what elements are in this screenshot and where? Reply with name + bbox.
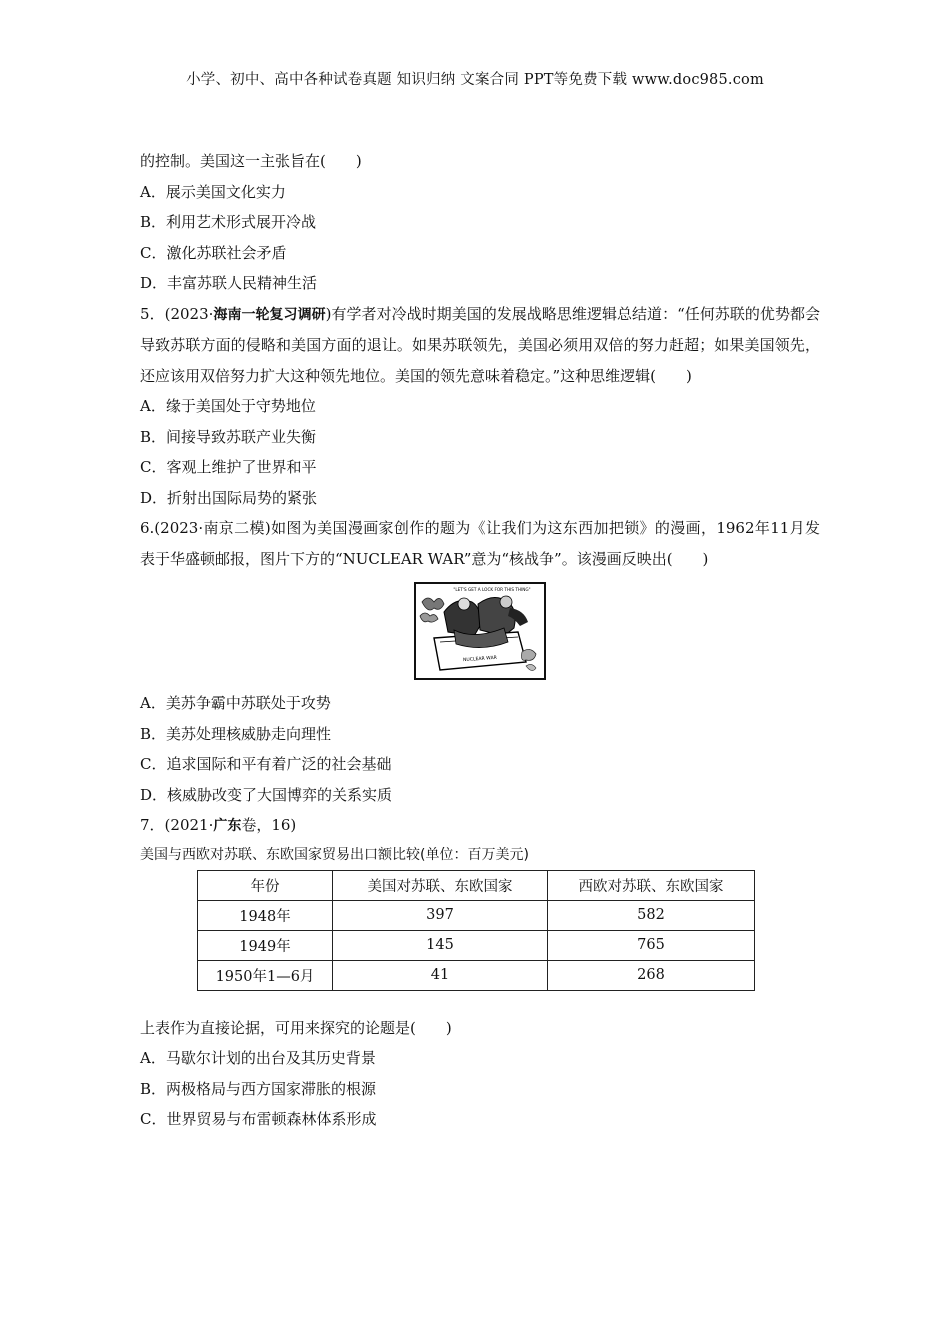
q6-option-c: C．追求国际和平有着广泛的社会基础 (140, 755, 392, 773)
table-row (198, 930, 755, 960)
table-cell: 765 (548, 930, 755, 960)
q7-source: 广东 (213, 818, 242, 834)
q5-option-a: A．缘于美国处于守势地位 (140, 397, 316, 415)
trade-table-title: 美国与西欧对苏联、东欧国家贸易出口额比较(单位：百万美元) (140, 846, 529, 863)
table-cell: 41 (333, 960, 548, 990)
q5-stem-text: )有学者对冷战时期美国的发展战略思维逻辑总结道：“任何苏联的优势都会导致苏联方面的侵略和美国方面的退让。如果苏联领先，美国必须用双倍的努力赶超；如果美国领先，还应该用双倍努力扩大这种领先地位。美国的领先意味着稳定。”这种思维逻辑( ) (140, 304, 820, 385)
q5-number: 5．(2023· (140, 304, 214, 323)
q6-option-d: D．核威胁改变了大国博弈的关系实质 (140, 785, 393, 804)
cartoon-figure (140, 582, 820, 682)
q7-number: 7．(2021· (140, 816, 214, 834)
table-cell: 1950年1—6月 (198, 960, 333, 990)
exam-content (140, 146, 820, 1135)
q5-stem (140, 299, 820, 392)
q4-option-a: A．展示美国文化实力 (140, 182, 286, 201)
table-cell: 1949年 (198, 930, 333, 960)
nuclear-war-cartoon (414, 582, 546, 680)
table-cell: 145 (333, 930, 548, 960)
table-header-cell: 年份 (198, 870, 333, 900)
table-header-cell: 美国对苏联、东欧国家 (333, 870, 548, 900)
q6-stem: 6.(2023·南京二模)如图为美国漫画家创作的题为《让我们为这东西加把锁》的漫画，1962年11月发表于华盛顿邮报，图片下方的“NUCLEAR WAR”意为“核战争”。该漫画反映出( ) (140, 519, 820, 568)
cartoon-caption: "LET'S GET A LOCK FOR THIS THING" (453, 587, 531, 592)
q7-option-c: C．世界贸易与布雷顿森林体系形成 (140, 1110, 377, 1128)
q4-option-b: B．利用艺术形式展开冷战 (140, 213, 317, 231)
q6-option-a: A．美苏争霸中苏联处于攻势 (140, 694, 331, 712)
page-header-banner: 小学、初中、高中各种试卷真题 知识归纳 文案合同 PPT等免费下载 www.doc985.com (186, 72, 764, 88)
table-header-row (198, 870, 755, 900)
q7-stem: 上表作为直接论据，可用来探究的论题是( ) (140, 1018, 452, 1037)
table-cell: 268 (548, 960, 755, 990)
q7-option-a: A．马歇尔计划的出台及其历史背景 (140, 1049, 376, 1067)
q7-heading (140, 810, 820, 842)
trade-table (197, 870, 755, 991)
q4-option-d: D．丰富苏联人民精神生活 (140, 274, 318, 292)
q6-option-b: B．美苏处理核威胁走向理性 (140, 724, 332, 743)
q7-option-b: B．两极格局与西方国家滞胀的根源 (140, 1079, 377, 1098)
table-row (198, 960, 755, 990)
q4-option-c: C．激化苏联社会矛盾 (140, 243, 287, 262)
q5-source: 海南一轮复习调研 (213, 306, 326, 323)
cartoon-box-label: NUCLEAR WAR (462, 655, 498, 664)
q5-option-c: C．客观上维护了世界和平 (140, 458, 317, 476)
q4-stem-end: 的控制。美国这一主张旨在( ) (140, 152, 362, 170)
table-cell: 582 (548, 900, 755, 930)
q7-source-tail: 卷，16) (241, 816, 297, 834)
table-row (198, 900, 755, 930)
table-cell: 1948年 (198, 900, 333, 930)
table-header-cell: 西欧对苏联、东欧国家 (548, 870, 755, 900)
table-cell: 397 (333, 900, 548, 930)
q5-option-b: B．间接导致苏联产业失衡 (140, 427, 317, 446)
q5-option-d: D．折射出国际局势的紧张 (140, 488, 318, 507)
